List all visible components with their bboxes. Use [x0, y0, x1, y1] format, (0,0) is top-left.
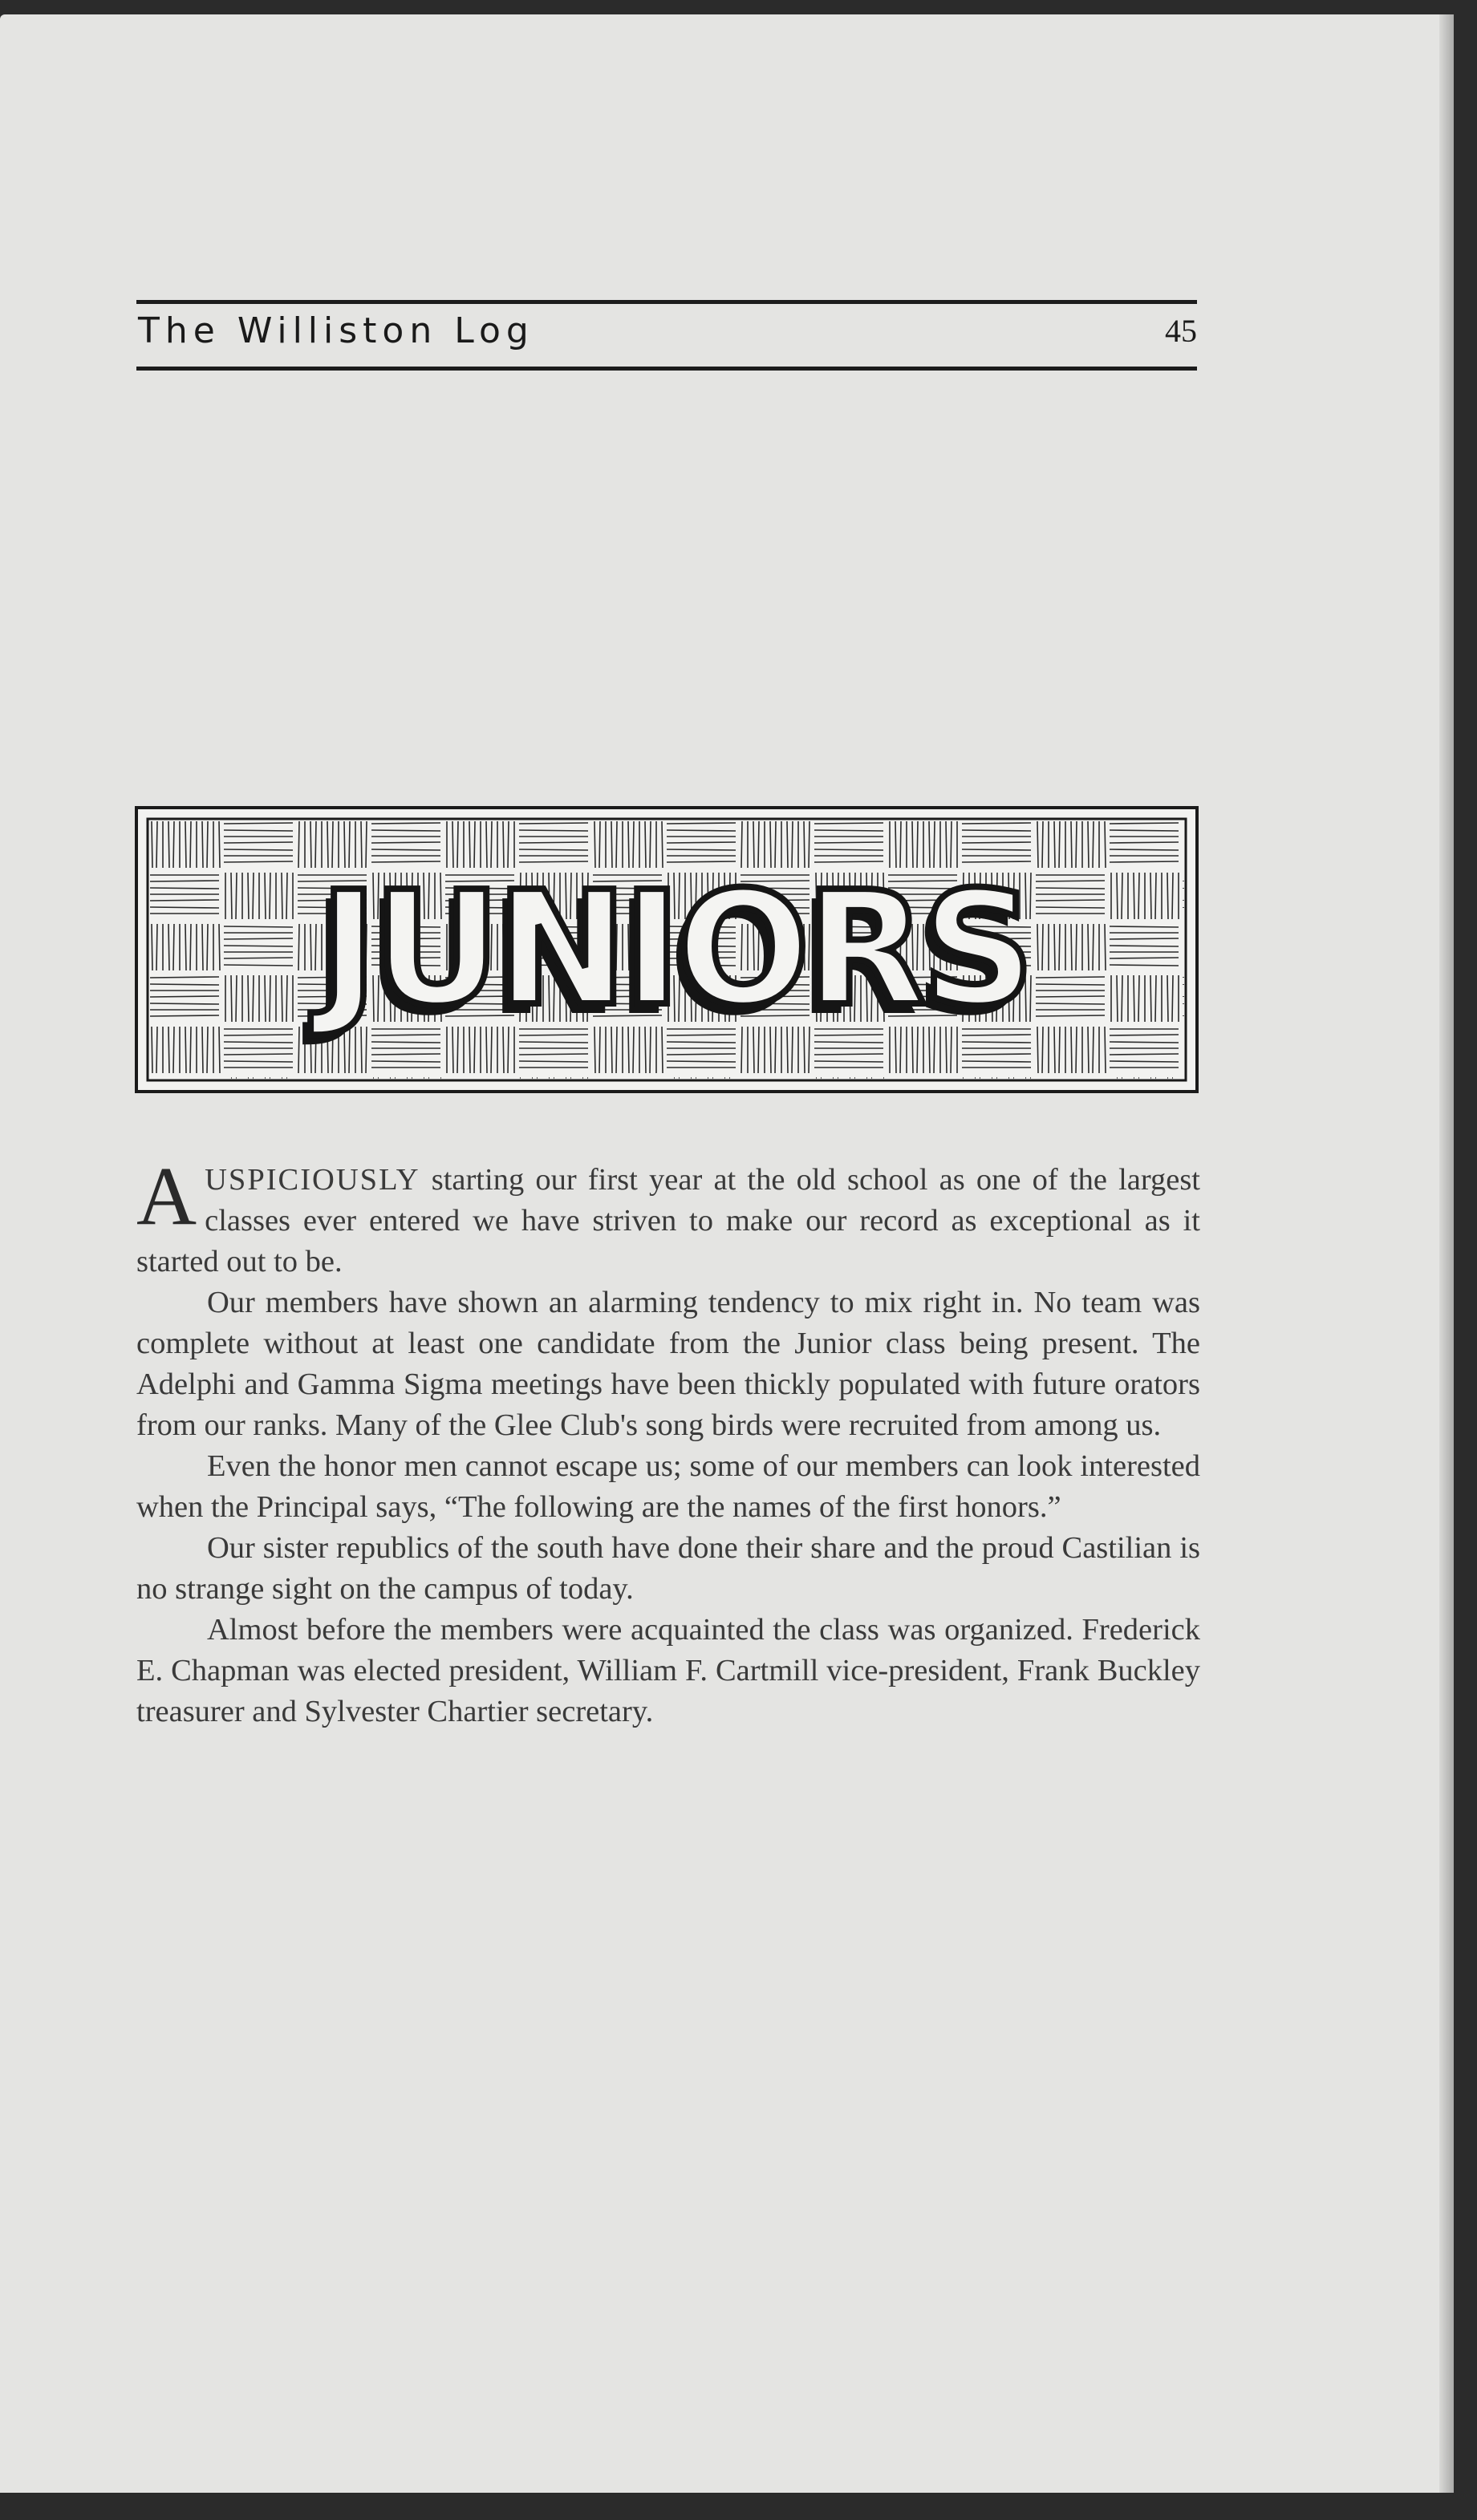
- paragraph-1-text: starting our first year at the old school as one of the largest classes ever entered we have striven to make our record as exceptional as it started out to be.: [136, 1163, 1200, 1278]
- paragraph-1: [136, 1150, 1200, 1282]
- paragraph-5: Almost before the members were acquainted the class was organized. Frederick E. Chapman was elected president, William F. Cartmill vice-president, Frank Buckley treasurer and Sylvester Chartier secretary.: [136, 1613, 1200, 1728]
- drop-cap: A: [136, 1150, 197, 1242]
- page-number: 45: [1165, 313, 1197, 349]
- lead-caps: USPICIOUSLY: [205, 1163, 420, 1197]
- paragraph-2: Our members have shown an alarming tendency to mix right in. No team was complete without at least one candidate from the Junior class being present. The Adelphi and Gamma Sigma meetings have been thickly populated with future orators from our ranks. Many of the Glee Club's song birds were recruited from among us.: [136, 1286, 1200, 1442]
- article-body: [136, 1150, 1200, 1732]
- book-page: [0, 14, 1454, 2493]
- banner-title: JUNIORS: [319, 858, 1030, 1041]
- juniors-banner: [135, 806, 1199, 1093]
- paragraph-4: Our sister republics of the south have done their share and the proud Castilian is no strange sight on the campus of today.: [136, 1531, 1200, 1606]
- page-edge-shadow: [1439, 14, 1454, 2493]
- paragraph-3: Even the honor men cannot escape us; some of our members can look interested when the Principal says, “The following are the names of the first honors.”: [136, 1449, 1200, 1524]
- publication-title: The Williston Log: [138, 310, 534, 351]
- running-header: [136, 300, 1197, 371]
